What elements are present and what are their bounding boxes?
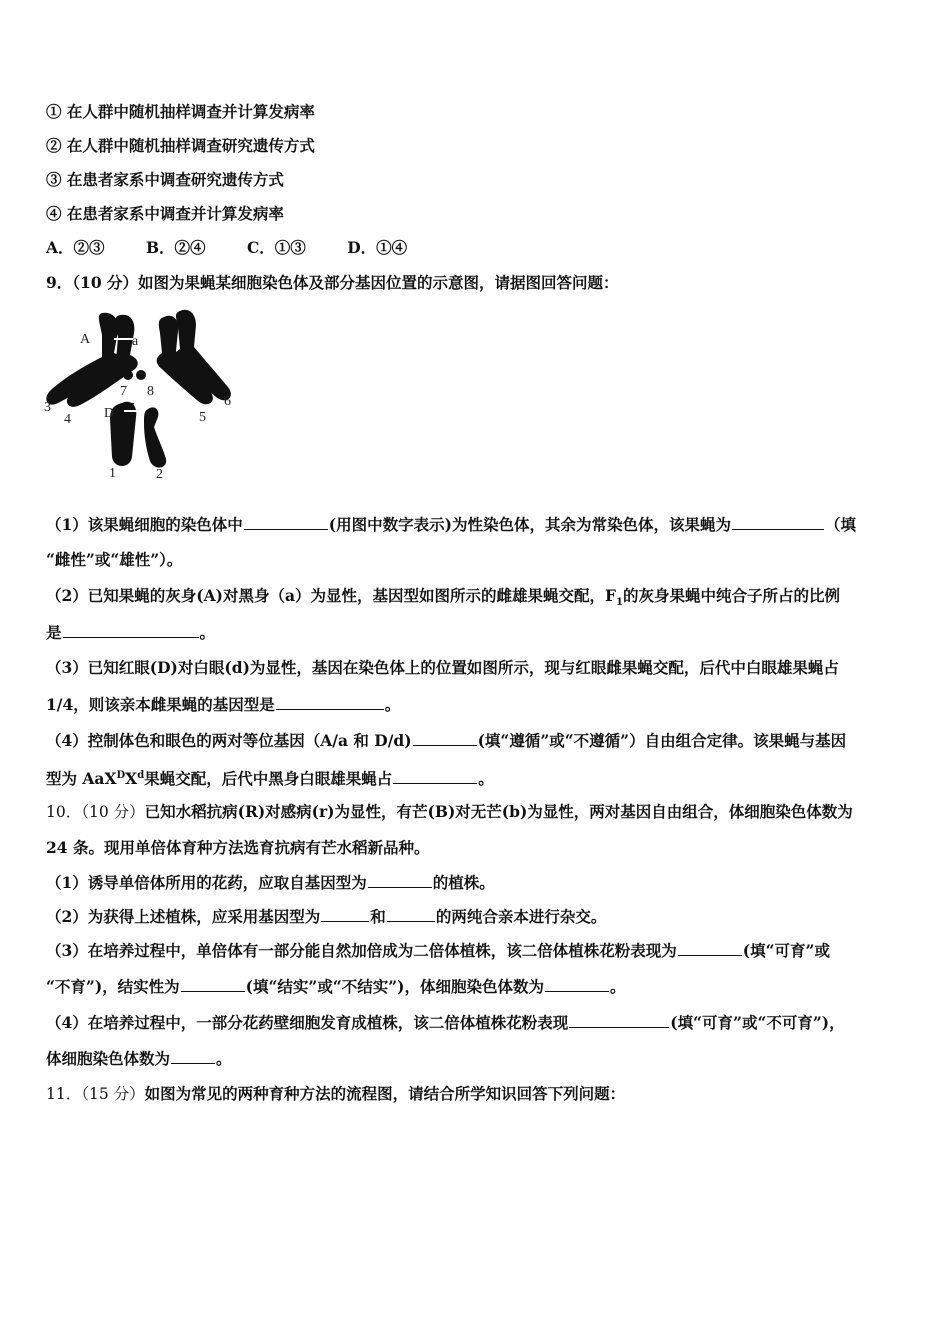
label-2: 2 [156, 467, 163, 482]
answer-blank[interactable] [545, 976, 609, 992]
q9-title: 9．（10 分）如图为果蝇某细胞染色体及部分基因位置的示意图，请据图回答问题： [46, 273, 619, 292]
label-5: 5 [199, 410, 206, 425]
label-7: 7 [120, 384, 127, 399]
answer-blank[interactable] [569, 1012, 669, 1028]
choice-d: D．①④ [347, 238, 408, 257]
choice-b: B．②④ [145, 238, 206, 257]
option-1: ① 在人群中随机抽样调查并计算发病率 [46, 102, 315, 121]
q10-title-cont: 24 条。现用单倍体育种方法选育抗病有芒水稻新品种。 [46, 838, 430, 857]
choice-a: A．②③ [46, 238, 105, 257]
option-2: ② 在人群中随机抽样调查研究遗传方式 [46, 136, 315, 155]
answer-blank[interactable] [171, 1048, 215, 1064]
answer-choices [46, 238, 443, 258]
option-3: ③ 在患者家系中调查研究遗传方式 [46, 170, 284, 189]
label-1: 1 [109, 466, 116, 481]
q10-part1: （1）诱导单倍体所用的花药，应取自基因型为 的植株。 [46, 873, 495, 892]
answer-blank[interactable] [321, 906, 369, 922]
q10-part3: （3）在培养过程中，单倍体有一部分能自然加倍成为二倍体植株，该二倍体植株花粉表现为 (填“可育”或 [46, 941, 830, 960]
q10-title: 10．（10 分）已知水稻抗病(R)对感病(r)为显性，有芒(B)对无芒(b)为显性，两对基因自由组合，体细胞染色体数为 [46, 802, 853, 821]
label-8: 8 [147, 384, 154, 399]
answer-blank[interactable] [678, 940, 742, 956]
chromosome-2 [144, 407, 166, 467]
chromosome-figure [40, 305, 240, 485]
answer-blank[interactable] [368, 872, 432, 888]
answer-blank[interactable] [276, 694, 384, 710]
q9-part2: （2）已知果蝇的灰身(A)对黑身（a）为显性，基因型如图所示的雌雄果蝇交配，$F_1$的灰身果蝇中纯合子所占的比例 [46, 586, 841, 609]
label-3: 3 [44, 400, 51, 415]
label-4: 4 [64, 412, 71, 427]
chromosome-8 [136, 370, 146, 380]
answer-blank[interactable] [181, 976, 245, 992]
q9-part3: （3）已知红眼(D)对白眼(d)为显性，基因在染色体上的位置如图所示，现与红眼雌果蝇交配，后代中白眼雄果蝇占 [46, 658, 839, 677]
q10-part4: （4）在培养过程中，一部分花药壁细胞发育成植株，该二倍体植株花粉表现 (填“可育”或“不可育”)， [46, 1013, 845, 1032]
q10-part3-cont: “不育”)，结实性为 (填“结实”或“不结实”)，体细胞染色体数为 。 [46, 977, 626, 996]
answer-blank[interactable] [413, 730, 477, 746]
chromosome-7 [123, 370, 133, 380]
q10-part4-cont: 体细胞染色体数为 。 [46, 1049, 232, 1068]
option-4: ④ 在患者家系中调查并计算发病率 [46, 204, 284, 223]
answer-blank[interactable] [393, 768, 477, 784]
q9-part2-cont: 是 。 [46, 623, 216, 642]
label-6: 6 [224, 394, 231, 409]
answer-blank[interactable] [732, 514, 824, 530]
q9-part4-cont: 型为 $AaX^DX^d$果蝇交配，后代中黑身白眼雄果蝇占 。 [46, 769, 494, 789]
label-a: a [132, 334, 139, 349]
q9-part1: （1）该果蝇细胞的染色体中 (用图中数字表示)为性染色体，其余为常染色体，该果蝇为 （填 [46, 515, 856, 534]
answer-blank[interactable] [63, 622, 199, 638]
q9-part4: （4）控制体色和眼色的两对等位基因（A/a 和 D/d) (填“遵循”或“不遵循”）自由组合定律。该果蝇与基因 [46, 731, 847, 750]
q11-title: 11．（15 分）如图为常见的两种育种方法的流程图，请结合所学知识回答下列问题： [46, 1084, 626, 1103]
q9-part1-cont: “雌性”或“雄性”）。 [46, 550, 183, 569]
q9-part3-cont: 1/4，则该亲本雌果蝇的基因型是 。 [46, 695, 401, 714]
choice-c: C．①③ [246, 238, 306, 257]
label-A: A [80, 332, 91, 347]
answer-blank[interactable] [387, 906, 435, 922]
label-D: D [104, 406, 115, 421]
answer-blank[interactable] [244, 514, 328, 530]
q10-part2: （2）为获得上述植株，应采用基因型为 和 的两纯合亲本进行杂交。 [46, 907, 607, 926]
